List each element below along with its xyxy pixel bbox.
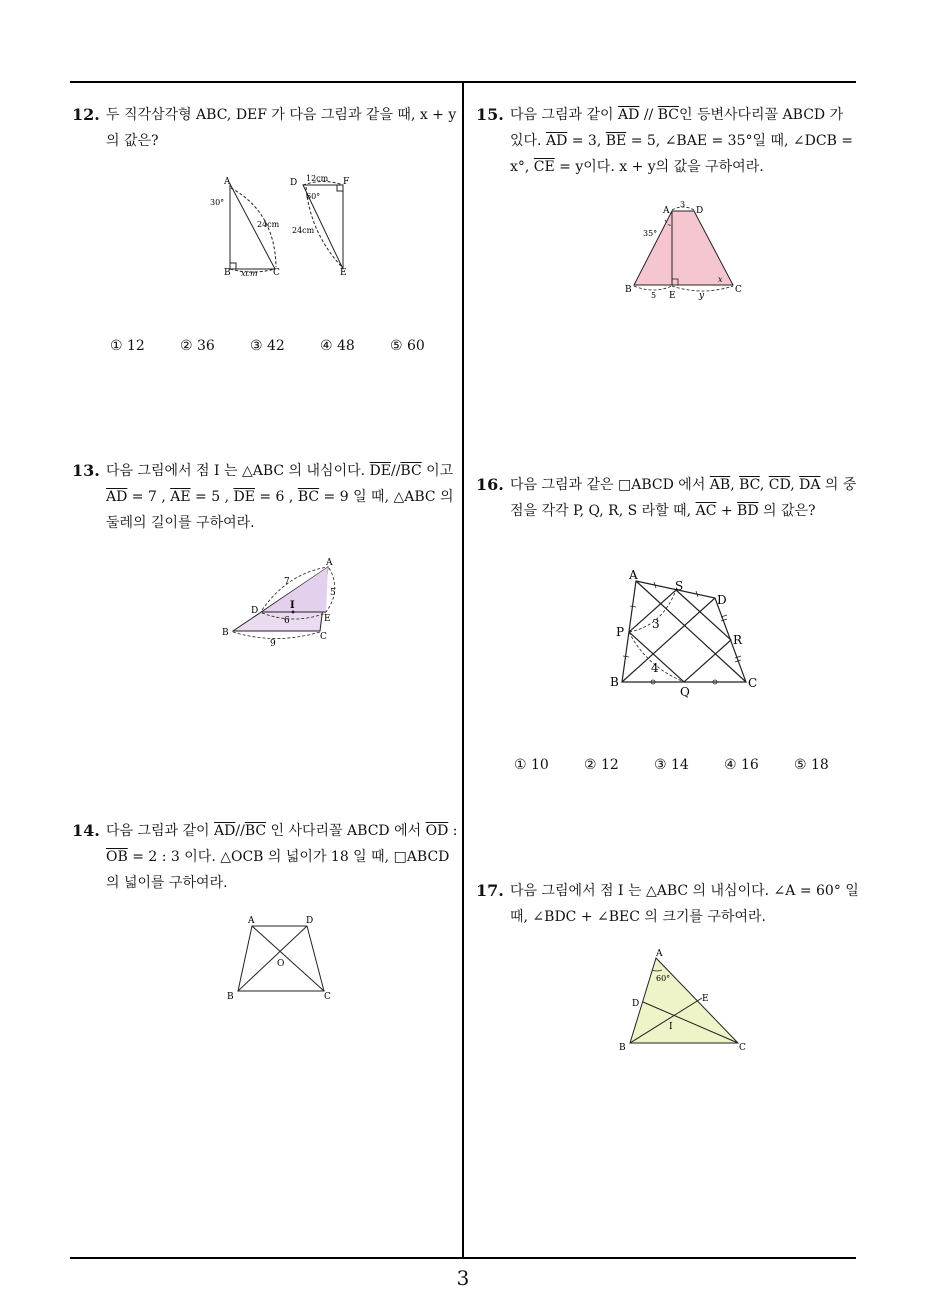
- label-C: C: [748, 676, 758, 690]
- label-24cm-b: 24cm: [292, 226, 315, 235]
- label-angle60: 60°: [656, 974, 671, 983]
- figure-17: [616, 944, 756, 1056]
- problem-17: [476, 878, 860, 930]
- label-C: C: [739, 1043, 746, 1053]
- label-B: B: [619, 1043, 626, 1053]
- label-A: A: [224, 177, 231, 187]
- problem-14: [72, 818, 458, 896]
- label-E: E: [669, 291, 676, 301]
- label-12cm: 12cm: [306, 174, 329, 183]
- column-divider: [462, 83, 464, 1257]
- label-24cm-a: 24cm: [257, 220, 280, 229]
- label-B: B: [224, 268, 231, 278]
- label-O: O: [277, 959, 285, 969]
- problem-number: 13.: [72, 461, 100, 480]
- label-A: A: [629, 568, 638, 582]
- bottom-rule: [70, 1257, 856, 1259]
- problem-text: 두 직각삼각형 ABC, DEF 가 다음 그림과 같을 때, x + y 의 값은?: [106, 107, 457, 149]
- choice-4[interactable]: ④ 48: [320, 338, 355, 354]
- label-C: C: [324, 992, 331, 1002]
- page-number: 3: [456, 1266, 470, 1290]
- label-A: A: [656, 949, 663, 959]
- label-C: C: [735, 285, 742, 295]
- problem-number: 17.: [476, 881, 504, 900]
- label-7: 7: [284, 577, 290, 587]
- choice-5[interactable]: ⑤ 18: [794, 757, 829, 773]
- choice-2[interactable]: ② 36: [180, 338, 215, 354]
- choice-1[interactable]: ① 12: [110, 338, 145, 354]
- label-I: I: [669, 1022, 673, 1032]
- label-A: A: [248, 916, 255, 926]
- label-D: D: [632, 999, 640, 1009]
- problem-number: 12.: [72, 105, 100, 124]
- label-B: B: [222, 628, 229, 638]
- choices-12: [110, 338, 460, 354]
- label-Q: Q: [680, 685, 690, 699]
- label-I: I: [290, 600, 295, 611]
- choice-5[interactable]: ⑤ 60: [390, 338, 425, 354]
- label-3: 3: [652, 617, 660, 631]
- problem-16: [476, 472, 860, 524]
- problem-number: 14.: [72, 821, 100, 840]
- label-5: 5: [651, 291, 657, 300]
- label-9: 9: [270, 639, 276, 649]
- label-F: F: [343, 177, 350, 187]
- label-E: E: [324, 614, 331, 624]
- figure-13: [218, 555, 348, 650]
- label-angle60: 60°: [306, 192, 321, 201]
- choices-16: [514, 757, 864, 773]
- label-P: P: [616, 625, 625, 639]
- label-B: B: [625, 285, 632, 295]
- label-5: 5: [330, 588, 336, 598]
- label-A: A: [663, 206, 670, 216]
- label-6: 6: [284, 616, 290, 626]
- label-D: D: [251, 606, 259, 616]
- problem-text: 다음 그림과 같은 □ABCD 에서 $\overline{AB}$, $\overline{BC}$, $\overline{CD}$, $\overline{DA}$ 의 중점을 각각 P, Q, R, S 라할 때, $\overline{AC} + \overline{BD}$ 의 값은?: [510, 477, 857, 519]
- label-angle30: 30°: [210, 198, 225, 207]
- label-E: E: [702, 994, 709, 1004]
- label-S: S: [675, 579, 684, 593]
- label-D: D: [717, 593, 727, 607]
- label-D: D: [290, 178, 298, 188]
- problem-text: 다음 그림에서 점 I 는 △ABC 의 내심이다. $\overline{DE}//\overline{BC}$ 이고 $\overline{AD} = 7$ , $\overline{AE} = 5$ , $\overline{DE} = 6$ , $\overline{BC} = 9$ 일 때, △ABC 의 둘레의 길이를 구하여라.: [106, 463, 454, 531]
- label-y: y: [699, 291, 705, 301]
- problem-12: [72, 102, 458, 154]
- label-B: B: [227, 992, 234, 1002]
- label-B: B: [610, 675, 619, 689]
- label-C: C: [320, 632, 327, 642]
- figure-12: [200, 172, 370, 282]
- problem-number: 16.: [476, 475, 504, 494]
- label-4: 4: [651, 661, 659, 675]
- choice-3[interactable]: ③ 42: [250, 338, 285, 354]
- choice-1[interactable]: ① 10: [514, 757, 549, 773]
- problem-text: 다음 그림에서 점 I 는 △ABC 의 내심이다. ∠A = 60° 일 때, ∠BDC + ∠BEC 의 크기를 구하여라.: [510, 883, 859, 925]
- label-D: D: [696, 206, 704, 216]
- label-xcm: xcm: [241, 269, 258, 278]
- figure-15: [618, 196, 748, 304]
- choice-4[interactable]: ④ 16: [724, 757, 759, 773]
- problem-text: 다음 그림과 같이 $\overline{AD}//\overline{BC}$ 인 사다리꼴 ABCD 에서 $\overline{OD}$ : $\overline{OB} = 2$ : 3 이다. △OCB 의 넓이가 18 일 때, □ABCD 의 넓이를 구하여라.: [106, 823, 458, 891]
- label-x: x: [718, 275, 723, 284]
- label-3: 3: [680, 200, 686, 209]
- problem-15: [476, 102, 860, 180]
- label-angle35: 35°: [643, 229, 658, 238]
- problem-number: 15.: [476, 105, 504, 124]
- label-E: E: [340, 268, 347, 278]
- label-D: D: [306, 916, 314, 926]
- label-A: A: [326, 558, 333, 568]
- choice-2[interactable]: ② 12: [584, 757, 619, 773]
- label-C: C: [273, 268, 280, 278]
- label-R: R: [733, 633, 743, 647]
- choice-3[interactable]: ③ 14: [654, 757, 689, 773]
- figure-16: [604, 566, 764, 701]
- problem-text: 다음 그림과 같이 $\overline{AD} // \overline{BC}$인 등변사다리꼴 ABCD 가 있다. $\overline{AD} = 3$, $\overline{BE} = 5$, ∠BAE = 35°일 때, ∠DCB = x°, $\overline{CE} = y$이다. x + y의 값을 구하여라.: [510, 107, 854, 175]
- problem-13: [72, 458, 458, 536]
- figure-14: [222, 912, 342, 1004]
